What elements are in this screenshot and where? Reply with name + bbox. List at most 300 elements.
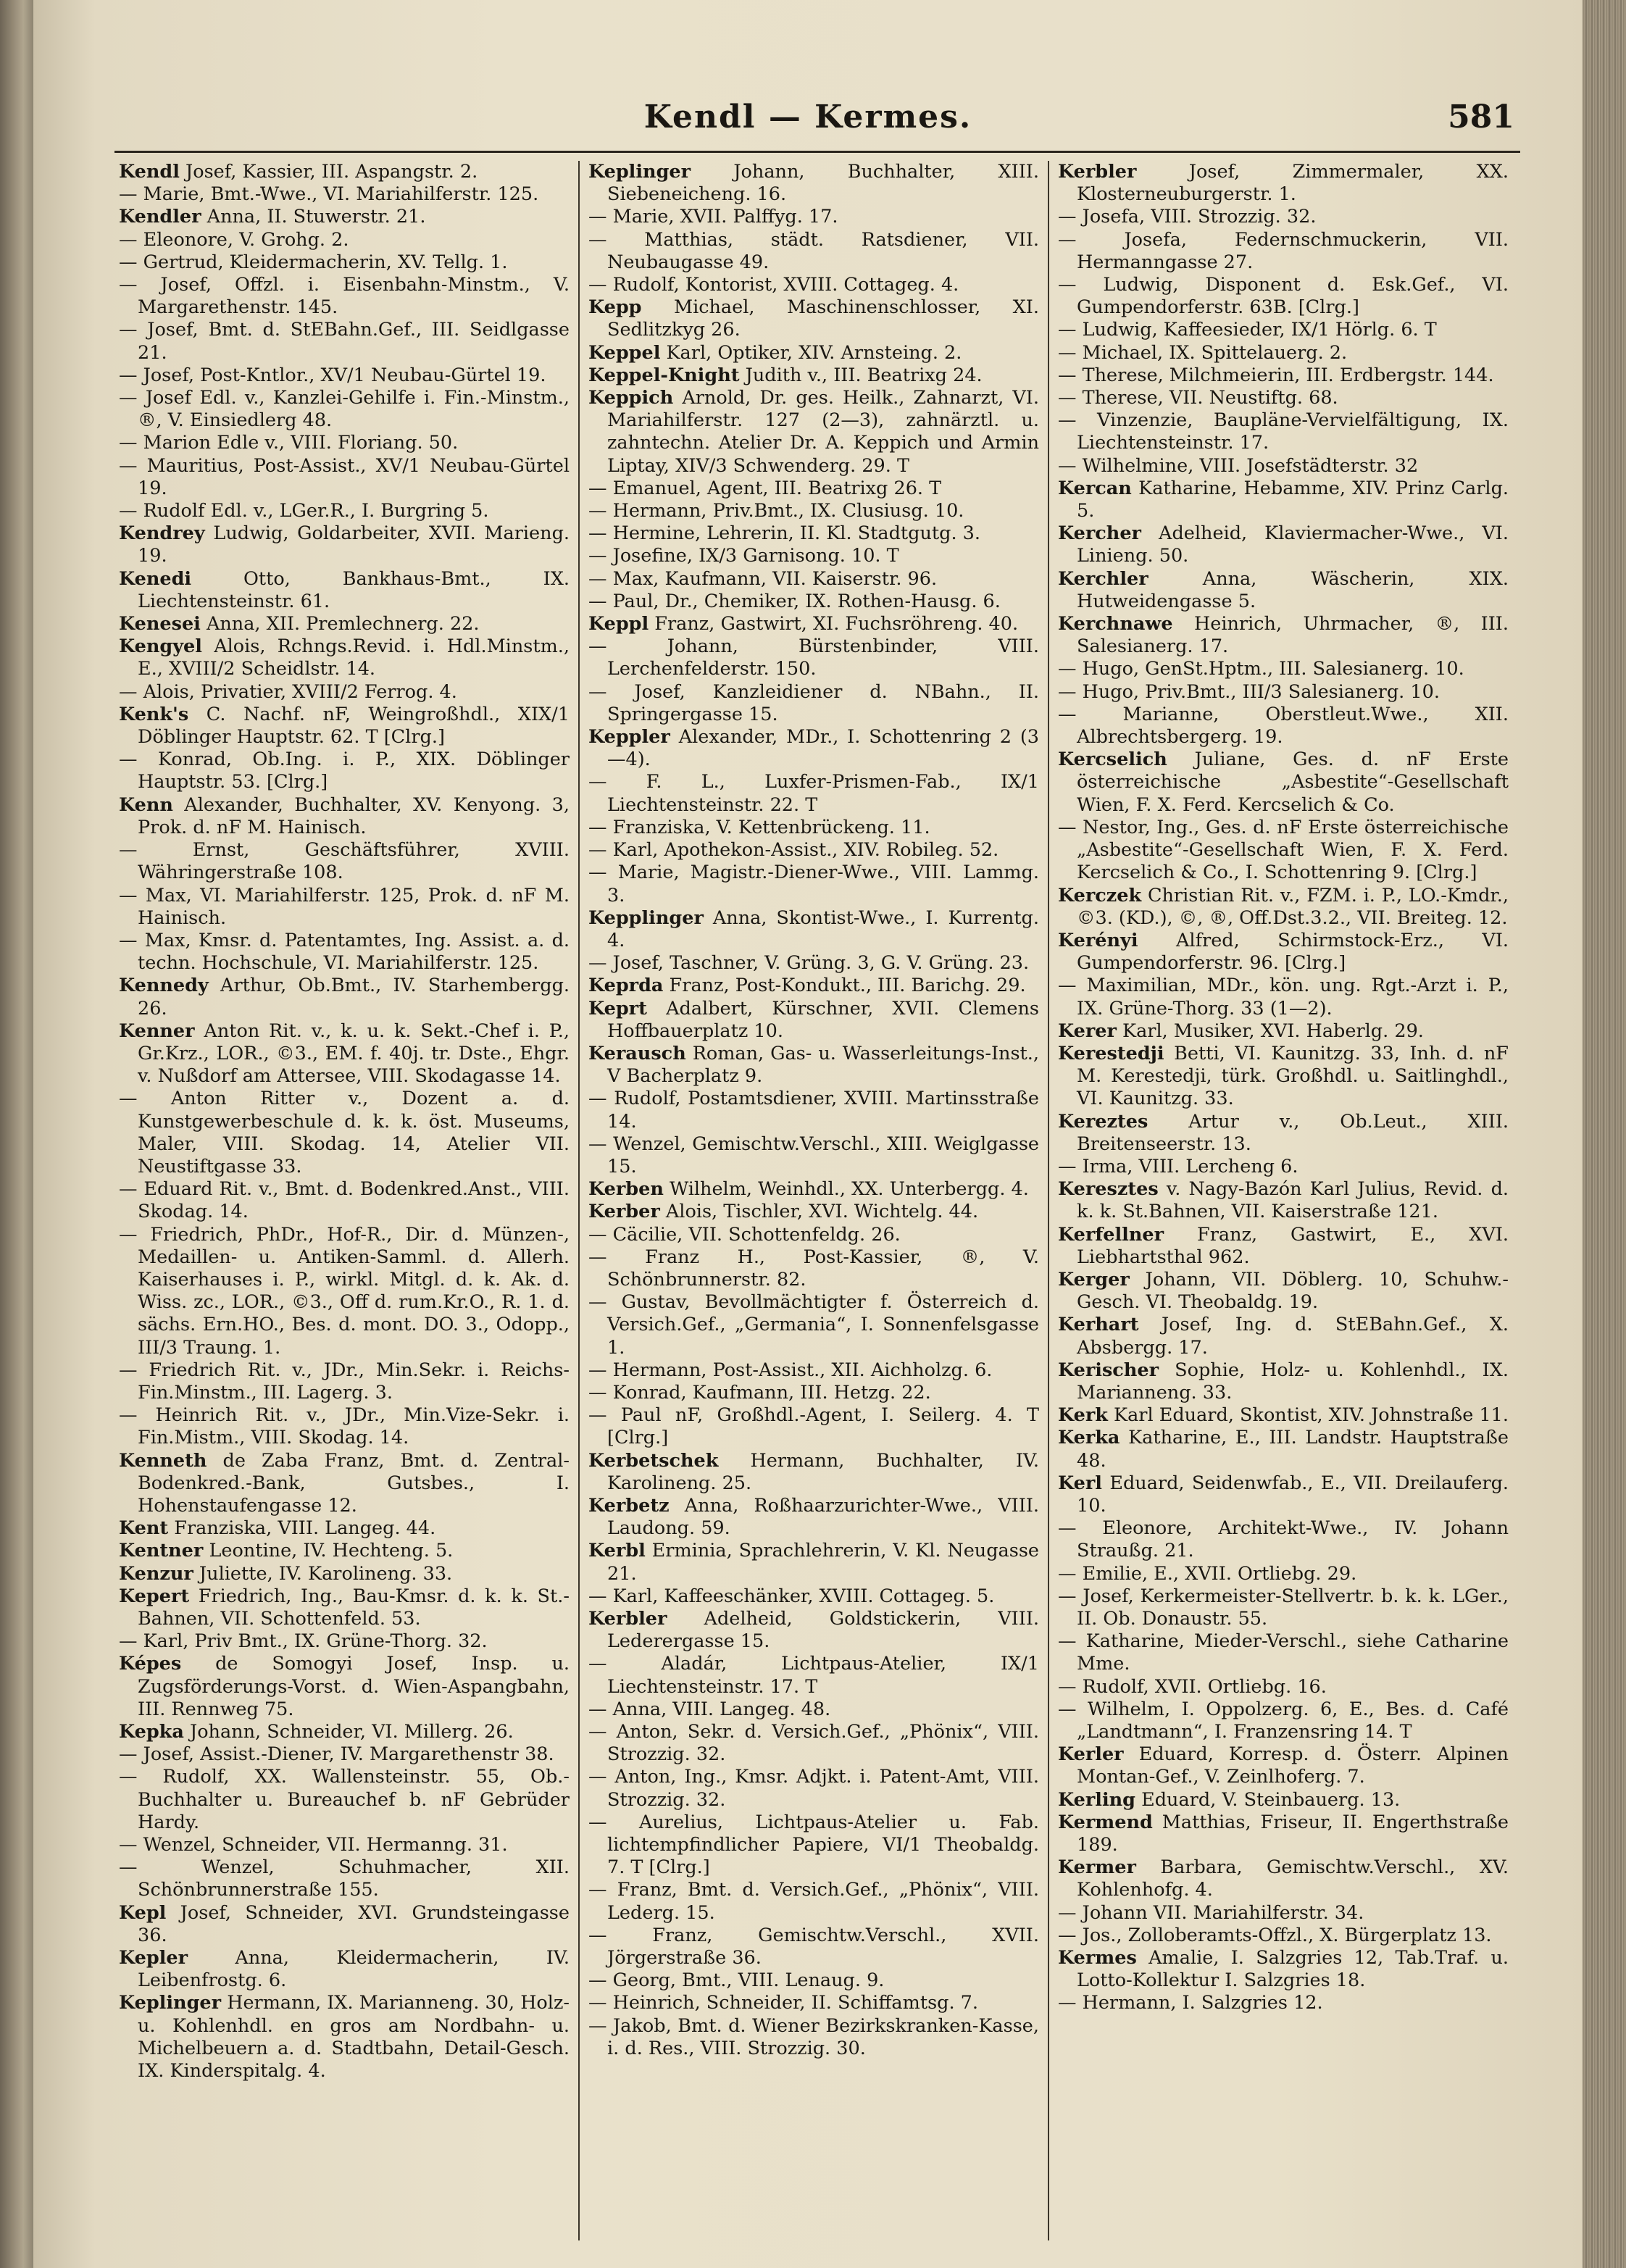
entry-details: — Therese, VII. Neustiftg. 68. [1058,387,1338,409]
entry-details: — Franz, Bmt. d. Versich.Gef., „Phönix“, VIII. Lederg. 15. [588,1879,1039,1924]
entry-details: Otto, Bankhaus-Bmt., IX. Liechtensteinstr. 61. [138,567,570,612]
entry-surname: Kerbl [588,1540,646,1562]
entry-details: Adelheid, Goldstickerin, VIII. Lederergasse 15. [607,1608,1039,1653]
entry-details: — Heinrich Rit. v., JDr., Min.Vize-Sekr. i. Fin.Mistm., VIII. Skodag. 14. [119,1404,570,1449]
entry-surname: Kerchler [1058,567,1148,590]
entry-details: de Somogyi Josef, Insp. u. Zugsförderungs-Vorst. d. Wien-Aspangbahn, III. Rennweg 75. [138,1653,570,1720]
directory-entry [1058,455,1509,478]
entry-details: — Wenzel, Schuhmacher, XII. Schönbrunnerstraße 155. [119,1856,570,1901]
directory-entry [588,681,1039,726]
directory-entry [1058,1404,1509,1427]
directory-entry [119,387,570,432]
entry-details: — Anton Ritter v., Dozent a. d. Kunstgewerbeschule d. k. k. öst. Museums, Maler, VIII. Skodag. 14, Atelier VII. Neustiftgasse 33. [119,1088,570,1177]
entry-details: Josef, Ing. d. StEBahn.Gef., X. Absbergg. 17. [1077,1314,1509,1359]
entry-details: Alexander, MDr., I. Schottenring 2 (3—4). [607,726,1039,771]
directory-entry [119,839,570,884]
directory-entry [588,478,1039,500]
entry-surname: Keplinger [588,161,691,183]
entry-details: Anna, Roßhaarzurichter-Wwe., VIII. Laudong. 59. [607,1494,1039,1540]
entry-details: v. Nagy-Bazón Karl Julius, Revid. d. k. k. St.Bahnen, VII. Kaiserstraße 121. [1077,1178,1509,1223]
entry-surname: Kepp [588,296,642,319]
entry-details: Anton Rit. v., k. u. k. Sekt.-Chef i. P., Gr.Krz., LOR., ©3., EM. f. 40j. tr. Dste., Ehgr. v. Nußdorf am Attersee, VIII. Skodagasse 14. [138,1020,570,1088]
entry-details: Roman, Gas- u. Wasserleitungs-Inst., V Bacherplatz 9. [607,1042,1039,1088]
entry-surname: Kermer [1058,1856,1136,1879]
entry-details: — Ludwig, Disponent d. Esk.Gef., VI. Gumpendorferstr. 63B. [Clrg.] [1058,274,1509,319]
directory-entry [1058,1111,1509,1156]
entry-details: — Josefa, VIII. Strozzig. 32. [1058,206,1317,228]
column-1 [119,161,570,2248]
entry-details: Juliane, Ges. d. nF Erste österreichische „Asbestite“-Gesellschaft Wien, F. X. Ferd. Kercselich & Co. [1077,749,1509,816]
entry-surname: Kepler [119,1947,188,1969]
directory-entry [1058,274,1509,319]
entry-details: — Mauritius, Post-Assist., XV/1 Neubau-Gürtel 19. [119,454,570,499]
directory-entry [588,1992,1039,2014]
entry-details: Artur v., Ob.Leut., XIII. Breitenseerstr. 13. [1077,1110,1509,1155]
directory-entry [588,1766,1039,1811]
directory-entry [588,364,1039,387]
entry-details: Arthur, Ob.Bmt., IV. Starhembergg. 26. [138,975,570,1020]
entry-surname: Kerestedji [1058,1042,1164,1064]
directory-entry [588,1359,1039,1382]
directory-entry [1058,1314,1509,1359]
directory-entry [119,274,570,319]
directory-entry [119,1178,570,1223]
directory-entry [588,1201,1039,1223]
entry-details: — Cäcilie, VII. Schottenfeldg. 26. [588,1223,901,1246]
entry-details: Eduard, Korresp. d. Österr. Alpinen Montan-Gef., V. Zeinlhoferg. 7. [1077,1743,1509,1788]
directory-entry [1058,1156,1509,1178]
entry-details: Hermann, Buchhalter, IV. Karolineng. 25. [607,1449,1039,1494]
directory-entry [1058,1676,1509,1698]
entry-details: Karl, Musiker, XVI. Haberlg. 29. [1116,1020,1424,1042]
entry-surname: Kerchnawe [1058,613,1173,635]
directory-entry [1058,1812,1509,1856]
entry-details: Franz, Post-Kondukt., III. Barichg. 29. [663,975,1026,997]
directory-entry [1058,1224,1509,1269]
entry-details: — Rudolf, XVII. Ortliebg. 16. [1058,1675,1327,1698]
entry-surname: Keprt [588,997,647,1020]
entry-details: — Rudolf, Kontorist, XVIII. Cottageg. 4. [588,274,959,296]
entry-details: — Max, VI. Mariahilferstr. 125, Prok. d. nF M. Hainisch. [119,884,570,929]
entry-surname: Kereztes [1058,1110,1148,1133]
directory-entry [588,500,1039,522]
entry-details: Arnold, Dr. ges. Heilk., Zahnarzt, VI. Mariahilferstr. 127 (2—3), zahnärztl. u. zahntechn. Atelier Dr. A. Keppich und Armin Liptay, XIV/3 Schwenderg. 29. T [607,387,1039,477]
entry-details: Amalie, I. Salzgries 12, Tab.Traf. u. Lotto-Kollektur I. Salzgries 18. [1077,1947,1509,1992]
directory-entry [588,522,1039,545]
entry-details: — Anton, Ing., Kmsr. Adjkt. i. Patent-Amt, VIII. Strozzig. 32. [588,1766,1039,1811]
directory-entry [588,726,1039,771]
entry-details: — Marie, XVII. Palffyg. 17. [588,206,838,228]
entry-surname: Kenneth [119,1449,207,1472]
entry-details: — Johann, Bürstenbinder, VIII. Lerchenfelderstr. 150. [588,635,1039,680]
entry-details: Leontine, IV. Hechteng. 5. [203,1540,454,1562]
directory-entry [119,455,570,500]
directory-entry [119,1540,570,1562]
directory-entry [588,998,1039,1043]
entry-details: — F. L., Luxfer-Prismen-Fab., IX/1 Liechtensteinstr. 22. T [588,771,1039,816]
directory-entry [119,1902,570,1947]
entry-details: — Rudolf, Postamtsdiener, XVIII. Martinsstraße 14. [588,1088,1039,1133]
entry-surname: Kerl [1058,1472,1102,1494]
entry-details: — Aladár, Lichtpaus-Atelier, IX/1 Liechtensteinstr. 17. T [588,1653,1039,1698]
entry-details: Adalbert, Kürschner, XVII. Clemens Hoffbauerplatz 10. [607,997,1039,1042]
directory-entry [119,1585,570,1630]
directory-entry [119,1721,570,1743]
entry-surname: Kent [119,1517,169,1540]
entry-details: Katharine, Hebamme, XIV. Prinz Carlg. 5. [1077,477,1509,522]
entry-details: Karl, Optiker, XIV. Arnsteing. 2. [660,341,962,364]
entry-details: — Hermann, Post-Assist., XII. Aichholzg. 6. [588,1359,993,1381]
column-separator [578,161,580,2240]
directory-entry [1058,1517,1509,1562]
entry-details: — Jakob, Bmt. d. Wiener Bezirkskranken-Kasse, i. d. Res., VIII. Strozzig. 30. [588,2014,1039,2059]
entry-details: — Eleonore, V. Grohg. 2. [119,228,349,251]
directory-entry [1058,817,1509,885]
entry-details: Johann, Schneider, VI. Millerg. 26. [183,1721,514,1743]
entry-details: — Hermann, Priv.Bmt., IX. Clusiusg. 10. [588,500,964,522]
directory-entry [588,975,1039,997]
entry-surname: Keppl [588,613,649,635]
entry-surname: Kepplinger [588,906,704,929]
directory-entry [119,1224,570,1359]
entry-surname: Kerischer [1058,1359,1159,1381]
entry-details: Juliette, IV. Karolineng. 33. [193,1562,453,1585]
entry-details: Katharine, E., III. Landstr. Hauptstraße 48. [1077,1427,1509,1472]
directory-entry [588,591,1039,613]
entry-details: — Franziska, V. Kettenbrückeng. 11. [588,816,930,838]
directory-entry [1058,658,1509,680]
directory-entry [119,364,570,387]
entry-details: — Josef, Taschner, V. Grüng. 3, G. V. Grüng. 23. [588,952,1030,975]
entry-surname: Képes [119,1653,182,1675]
directory-entry [588,1495,1039,1540]
directory-entry [1058,1630,1509,1675]
entry-surname: Kennedy [119,975,209,997]
directory-entry [588,568,1039,591]
entry-details: Anna, XII. Premlechnerg. 22. [200,613,480,635]
directory-entry [588,839,1039,862]
directory-entry [1058,1427,1509,1472]
directory-entry [1058,1563,1509,1585]
directory-entry [1058,478,1509,522]
directory-entry [119,749,570,793]
entry-details: — Josefine, IX/3 Garnisong. 10. T [588,545,899,567]
directory-entry [1058,1020,1509,1043]
entry-details: Josef, Schneider, XVI. Grundsteingasse 36. [138,1901,570,1946]
directory-entry [119,1653,570,1721]
entry-details: Josef, Kassier, III. Aspangstr. 2. [179,161,478,183]
entry-surname: Keppel-Knight [588,364,740,386]
entry-details: — Gustav, Bevollmächtigter f. Österreich d. Versich.Gef., „Germania“, I. Sonnenfelsgasse 1. [588,1291,1039,1359]
directory-entry [588,613,1039,635]
entry-details: — Franz, Gemischtw.Verschl., XVII. Jörgerstraße 36. [588,1924,1039,1969]
entry-surname: Kepert [119,1585,190,1607]
entry-details: — Friedrich Rit. v., JDr., Min.Sekr. i. Reichs-Fin.Minstm., III. Lagerg. 3. [119,1359,570,1404]
entry-details: — Konrad, Ob.Ing. i. P., XIX. Döblinger Hauptstr. 53. [Clrg.] [119,749,570,793]
directory-entry [119,1630,570,1653]
directory-entry [588,274,1039,296]
entry-details: — Josef Edl. v., Kanzlei-Gehilfe i. Fin.-Minstm., ®, V. Einsiedlerg 48. [119,387,570,432]
entry-surname: Kercher [1058,522,1141,545]
directory-entry [119,1020,570,1088]
entry-details: Hermann, IX. Marianneng. 30, Holz- u. Kohlenhdl. en gros am Nordbahn- u. Michelbeuern a. d. Stadtbahn, Detail-Gesch. IX. Kinderspitalg. 4. [138,1992,570,2083]
directory-entry [1058,613,1509,658]
entry-details: — Marion Edle v., VIII. Floriang. 50. [119,432,459,454]
entry-surname: Kerler [1058,1743,1124,1766]
entry-surname: Kentner [119,1540,204,1562]
directory-entry [119,1992,570,2083]
entry-details: — Friedrich, PhDr., Hof-R., Dir. d. Münzen-, Medaillen- u. Antiken-Samml. d. Allerh. Kaiserhauses i. P., wirkl. Mitgl. d. k. Ak. d. Wiss. zc., LOR., ©3., Off d. rum.Kr.O., R. 1. d. sächs. Ern.HO., Bes. d. mont. DO. 3., Odopp., III/3 Traung. 1. [119,1223,570,1359]
directory-entry [119,319,570,364]
entry-surname: Kerbler [1058,161,1137,183]
entry-surname: Keppel [588,341,661,364]
entry-details: — Josef, Assist.-Diener, IV. Margarethenstr 38. [119,1743,554,1766]
entry-details: — Therese, Milchmeierin, III. Erdbergstr. 144. [1058,364,1494,386]
entry-surname: Kerausch [588,1042,686,1064]
entry-details: — Matthias, städt. Ratsdiener, VII. Neubaugasse 49. [588,228,1039,273]
directory-entry [588,1969,1039,1992]
entry-details: Johann, VII. Döblerg. 10, Schuhw.-Gesch. VI. Theobaldg. 19. [1077,1268,1509,1314]
directory-entry [588,1224,1039,1246]
directory-entry [588,161,1039,206]
entry-details: — Josef, Offzl. i. Eisenbahn-Minstm., V. Margarethenstr. 145. [119,274,570,319]
entry-details: Eduard, V. Steinbauerg. 13. [1135,1788,1401,1811]
entry-surname: Kercselich [1058,749,1167,771]
directory-entry [119,1834,570,1856]
directory-entry [1058,387,1509,409]
directory-entry [119,432,570,454]
directory-entry [588,817,1039,839]
directory-entry [588,1698,1039,1721]
directory-entry [1058,522,1509,567]
directory-entry [1058,681,1509,704]
entry-details: Wilhelm, Weinhdl., XX. Unterbergg. 4. [663,1178,1029,1201]
entry-surname: Kenk's [119,703,189,725]
directory-entry [1058,1947,1509,1992]
directory-entry [1058,364,1509,387]
directory-entry [119,975,570,1020]
entry-surname: Kenn [119,793,173,816]
entry-details: — Karl, Priv Bmt., IX. Grüne-Thorg. 32. [119,1630,488,1653]
directory-entry [1058,704,1509,749]
directory-entry [588,1133,1039,1178]
directory-entry [1058,1992,1509,2014]
directory-entry [588,206,1039,228]
entry-surname: Keppich [588,387,674,409]
directory-entry [119,500,570,522]
entry-details: Johann, Buchhalter, XIII. Siebeneicheng. 16. [607,161,1039,206]
directory-entry [119,681,570,704]
directory-entry [588,1404,1039,1449]
directory-entry [588,1291,1039,1359]
entry-details: — Marie, Bmt.-Wwe., VI. Mariahilferstr. 125. [119,183,539,206]
entry-details: — Wilhelmine, VIII. Josefstädterstr. 32 [1058,454,1419,477]
directory-entry [588,296,1039,341]
entry-details: — Wenzel, Schneider, VII. Hermanng. 31. [119,1834,508,1856]
directory-entry [1058,1698,1509,1743]
directory-entry [1058,1472,1509,1517]
column-2 [588,161,1039,2248]
entry-details: — Karl, Apothekon-Assist., XIV. Robileg. 52. [588,839,999,862]
directory-entry [1058,1585,1509,1630]
entry-details: Alfred, Schirmstock-Erz., VI. Gumpendorferstr. 96. [Clrg.] [1077,929,1509,975]
entry-surname: Kepka [119,1721,184,1743]
entry-surname: Kenedi [119,567,192,590]
entry-surname: Kendl [119,161,180,183]
directory-entry [1058,1902,1509,1925]
entry-details: Betti, VI. Kaunitzg. 33, Inh. d. nF M. Kerestedji, türk. Großhdl. u. Saitlinghdl., VI. Kaunitzg. 33. [1077,1042,1509,1110]
directory-entry [1058,1743,1509,1788]
directory-entry [588,1721,1039,1766]
entry-details: Anna, II. Stuwerstr. 21. [201,206,426,228]
entry-details: Karl Eduard, Skontist, XIV. Johnstraße 11. [1107,1404,1509,1427]
directory-entry [1058,409,1509,454]
entry-details: — Hugo, GenSt.Hptm., III. Salesianerg. 10. [1058,658,1464,680]
entry-details: — Max, Kmsr. d. Patentamtes, Ing. Assist. a. d. techn. Hochschule, VI. Mariahilferstr. 125. [119,929,570,975]
directory-entry [588,1450,1039,1495]
entry-details: Heinrich, Uhrmacher, ®, III. Salesianerg. 17. [1077,613,1509,658]
entry-details: Friedrich, Ing., Bau-Kmsr. d. k. k. St.-Bahnen, VII. Schottenfeld. 53. [138,1585,570,1630]
entry-details: Franz, Gastwirt, XI. Fuchsröhreng. 40. [649,613,1019,635]
directory-entry [119,1404,570,1449]
entry-details: Alois, Tischler, XVI. Wichtelg. 44. [659,1201,979,1223]
directory-entry [1058,342,1509,364]
page-title: Kendl — Kermes. [643,99,972,136]
entry-surname: Kendler [119,206,201,228]
entry-details: Barbara, Gemischtw.Verschl., XV. Kohlenhofg. 4. [1077,1856,1509,1901]
column-separator [1048,161,1049,2240]
entry-details: — Wenzel, Gemischtw.Verschl., XIII. Weiglgasse 15. [588,1133,1039,1177]
directory-entry [1058,1925,1509,1947]
entry-surname: Kepl [119,1901,167,1924]
directory-entry [1058,1789,1509,1812]
entry-surname: Kerczek [1058,884,1142,906]
entry-surname: Kerhart [1058,1314,1139,1336]
entry-surname: Kerben [588,1178,664,1201]
directory-entry [1058,161,1509,206]
entry-details: — Josef, Post-Kntlor., XV/1 Neubau-Gürtel 19. [119,364,546,386]
entry-surname: Kerényi [1058,929,1138,951]
entry-surname: Kenner [119,1020,195,1042]
entry-details: Christian Rit. v., FZM. i. P., LO.-Kmdr., ©3. (KD.), ©, ®, Off.Dst.3.2., VII. Breiteg. 12. [1077,884,1509,929]
entry-details: — Paul nF, Großhdl.-Agent, I. Seilerg. 4. T [Clrg.] [588,1404,1039,1449]
entry-details: — Eduard Rit. v., Bmt. d. Bodenkred.Anst., VIII. Skodag. 14. [119,1178,570,1223]
entry-details: — Wilhelm, I. Oppolzerg. 6, E., Bes. d. Café „Landtmann“, I. Franzensring 14. T [1058,1698,1509,1743]
directory-entry [588,907,1039,952]
directory-entry [1058,319,1509,341]
entry-details: Anna, Kleidermacherin, IV. Leibenfrostg. 6. [138,1947,570,1992]
column-3 [1058,161,1509,2248]
entry-surname: Keresztes [1058,1178,1159,1201]
directory-entry [588,1585,1039,1608]
header-rule [114,151,1520,153]
directory-entry [119,885,570,930]
directory-entry [1058,885,1509,930]
entry-surname: Kerfellner [1058,1223,1164,1246]
entry-details: Eduard, Seidenwfab., E., VII. Dreilauferg. 10. [1077,1472,1509,1517]
entry-details: — Marianne, Oberstleut.Wwe., XII. Albrechtsbergerg. 19. [1058,703,1509,749]
entry-surname: Kerbler [588,1608,667,1630]
entry-details: — Josef, Kanzleidiener d. NBahn., II. Springergasse 15. [588,680,1039,725]
entry-surname: Kerger [1058,1268,1130,1291]
entry-surname: Kerling [1058,1788,1136,1811]
directory-entry [588,1382,1039,1404]
directory-entry [1058,1178,1509,1223]
entry-details: — Jos., Zolloberamts-Offzl., X. Bürgerplatz 13. [1058,1924,1492,1946]
entry-details: — Konrad, Kaufmann, III. Hetzg. 22. [588,1381,931,1404]
directory-entry [588,1088,1039,1133]
entry-details: — Rudolf Edl. v., LGer.R., I. Burgring 5. [119,500,489,522]
entry-details: — Hermine, Lehrerin, II. Kl. Stadtgutg. 3. [588,522,981,545]
entry-details: — Gertrud, Kleidermacherin, XV. Tellg. 1. [119,251,508,273]
directory-entry [588,1653,1039,1698]
entry-surname: Kerk [1058,1404,1108,1427]
entry-surname: Kermes [1058,1947,1137,1969]
entry-details: — Franz H., Post-Kassier, ®, V. Schönbrunnerstr. 82. [588,1246,1039,1291]
page-number: 581 [1448,99,1514,136]
entry-details: — Heinrich, Schneider, II. Schiffamtsg. 7. [588,1992,979,2014]
directory-entry [119,183,570,206]
entry-details: Erminia, Sprachlehrerin, V. Kl. Neugasse 21. [607,1540,1039,1585]
entry-details: — Katharine, Mieder-Verschl., siehe Catharine Mme. [1058,1630,1509,1675]
directory-entry [588,952,1039,975]
directory-entry [588,771,1039,816]
directory-entry [119,635,570,680]
entry-details: Ludwig, Goldarbeiter, XVII. Marieng. 19. [138,522,570,567]
directory-entry [119,704,570,749]
entry-surname: Keplinger [119,1992,222,2014]
directory-entry [119,1743,570,1766]
entry-details: — Anna, VIII. Langeg. 48. [588,1698,831,1720]
entry-details: Michael, Maschinenschlosser, XI. Sedlitzkyg 26. [607,296,1039,341]
directory-entry [588,1178,1039,1201]
entry-details: — Hermann, I. Salzgries 12. [1058,1992,1323,2014]
directory-entry [119,1856,570,1901]
entry-details: — Karl, Kaffeeschänker, XVIII. Cottageg. 5. [588,1585,995,1607]
entry-surname: Kerbetschek [588,1449,719,1472]
directory-entry [588,862,1039,906]
directory-entry [119,1517,570,1540]
directory-entry [588,1812,1039,1880]
entry-details: Sophie, Holz- u. Kohlenhdl., IX. Marianneng. 33. [1077,1359,1509,1404]
directory-entry [119,568,570,613]
directory-entry [119,1088,570,1178]
page-header [33,93,1583,151]
entry-details: Josef, Zimmermaler, XX. Klosterneuburgerstr. 1. [1077,161,1509,206]
entry-details: — Josefa, Federnschmuckerin, VII. Hermanngasse 27. [1058,228,1509,273]
directory-entry [119,1766,570,1834]
directory-entry [588,545,1039,567]
directory-entry [588,1540,1039,1585]
directory-entry [1058,1269,1509,1314]
directory-entry [1058,930,1509,975]
entry-surname: Kermend [1058,1811,1153,1833]
entry-details: — Paul, Dr., Chemiker, IX. Rothen-Hausg. 6. [588,590,1001,612]
directory-entry [1058,568,1509,613]
entry-details: Alexander, Buchhalter, XV. Kenyong. 3, Prok. d. nF M. Hainisch. [138,793,570,838]
entry-details: Matthias, Friseur, II. Engerthstraße 189. [1077,1811,1509,1856]
directory-entry [588,387,1039,478]
directory-entry [119,1450,570,1518]
entry-details: Anna, Wäscherin, XIX. Hutweidengasse 5. [1077,567,1509,612]
directory-entry [119,1359,570,1404]
directory-entry [119,1947,570,1992]
entry-details: — Anton, Sekr. d. Versich.Gef., „Phönix“, VIII. Strozzig. 32. [588,1721,1039,1766]
entry-surname: Keprda [588,975,664,997]
entry-surname: Kerer [1058,1020,1117,1042]
entry-details: — Marie, Magistr.-Diener-Wwe., VIII. Lammg. 3. [588,862,1039,906]
entry-surname: Kengyel [119,635,202,658]
